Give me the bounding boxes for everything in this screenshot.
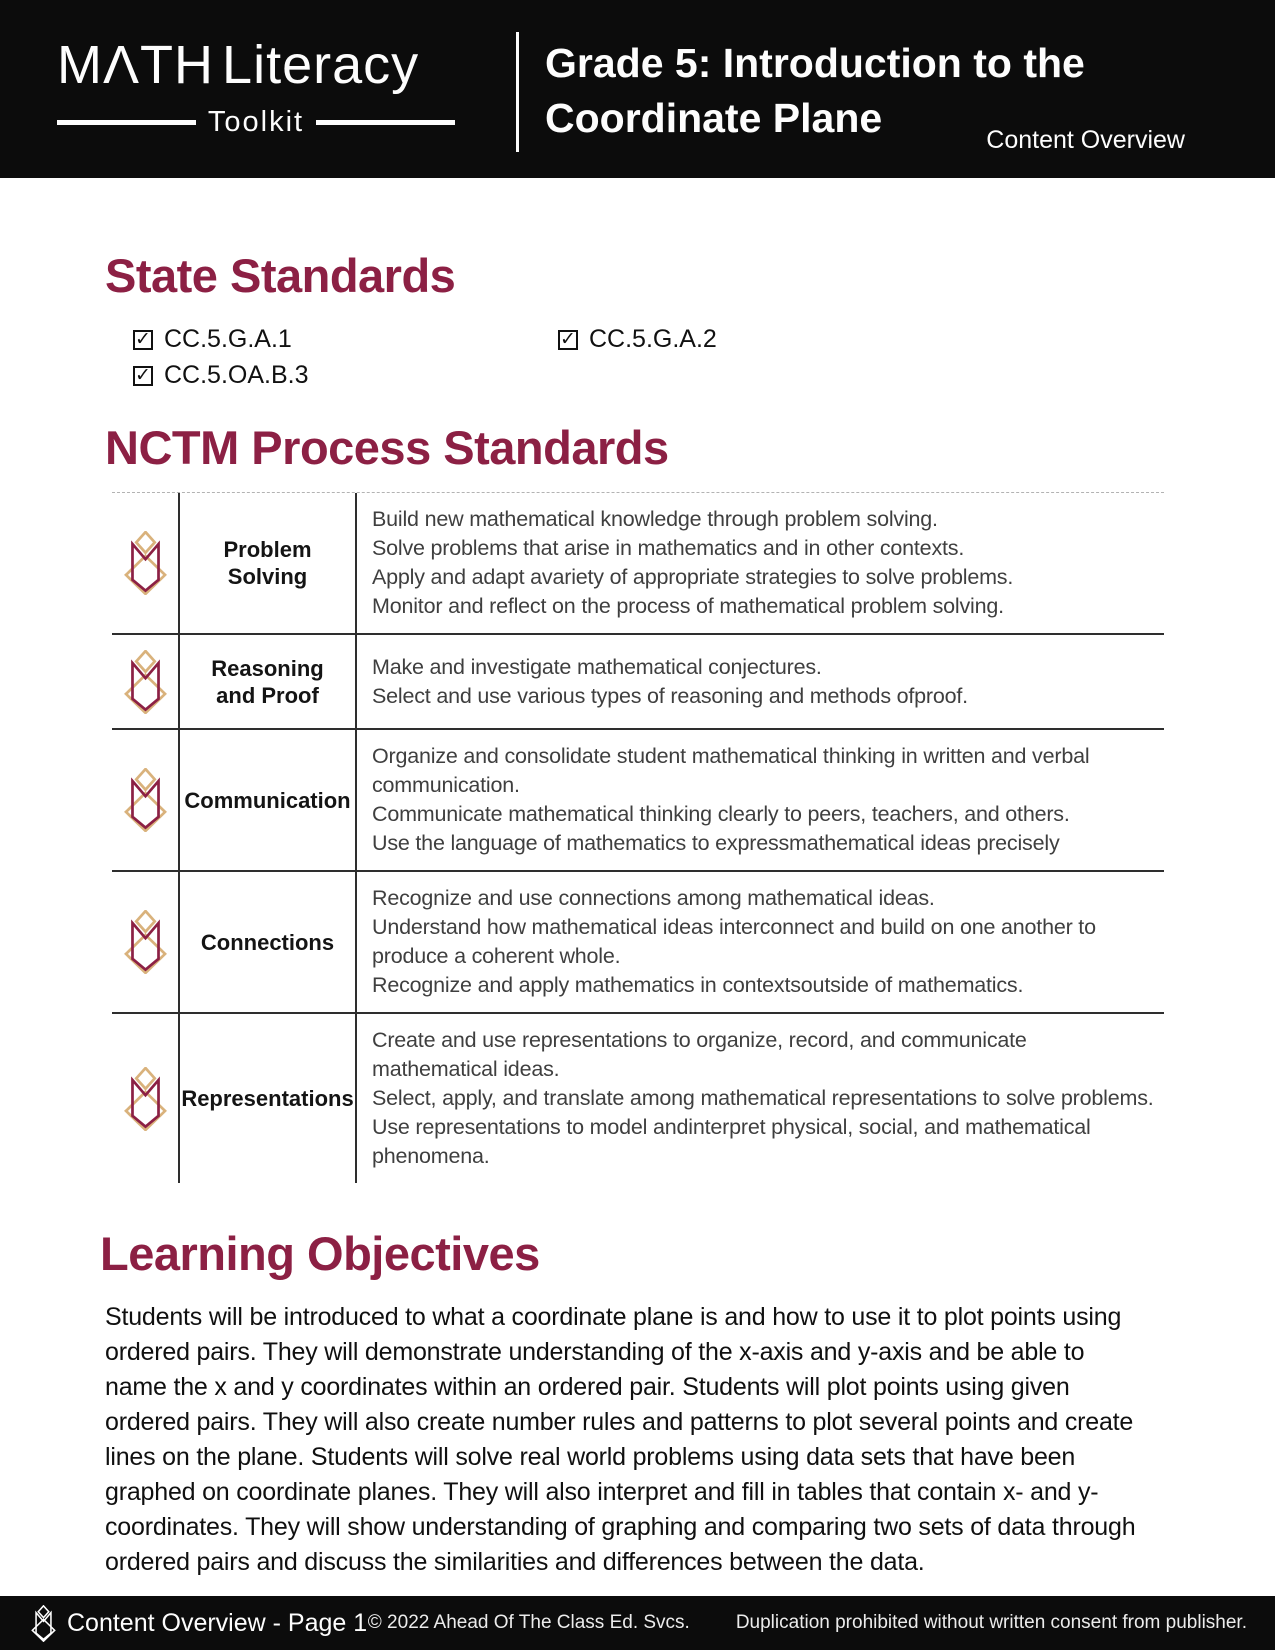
footer-right — [368, 1612, 1247, 1634]
m-diamond-logo-icon — [118, 910, 173, 974]
nctm-table — [112, 492, 1164, 1183]
row-icon-cell — [112, 635, 180, 728]
header-divider — [516, 32, 519, 152]
footer-page-label: Content Overview - Page 1 — [67, 1608, 368, 1637]
row-description — [357, 493, 1164, 633]
description-line: Monitor and reflect on the process of mathematical problem solving. — [372, 594, 1004, 618]
row-label: Problem Solving — [180, 493, 357, 633]
learning-objectives-heading: Learning Objectives — [100, 1227, 540, 1280]
logo-math-text: MΛTH — [57, 35, 215, 95]
m-diamond-logo-icon — [118, 768, 173, 832]
m-diamond-logo-icon — [118, 1067, 173, 1131]
row-label: Communication — [180, 730, 357, 870]
row-description — [357, 730, 1164, 870]
header-bar — [0, 0, 1275, 178]
row-description — [357, 1014, 1164, 1183]
row-description — [357, 635, 1164, 728]
footer-copyright: © 2022 Ahead Of The Class Ed. Svcs. — [367, 1612, 690, 1633]
row-icon-cell — [112, 872, 180, 1012]
row-label: Reasoning and Proof — [180, 635, 357, 728]
footer-notice: Duplication prohibited without written consent from publisher. — [735, 1612, 1247, 1633]
row-label: Connections — [180, 872, 357, 1012]
description-line: Build new mathematical knowledge through problem solving. — [372, 507, 938, 531]
standard-code: CC.5.G.A.1 — [164, 325, 292, 353]
logo-rule-right — [316, 120, 455, 125]
logo-rule-left — [57, 120, 196, 125]
standards-column-2 — [558, 325, 717, 354]
table-row — [112, 870, 1164, 1012]
table-row — [112, 728, 1164, 870]
description-line: Organize and consolidate student mathematical thinking in written and verbal communication. — [372, 744, 1090, 797]
description-line: Create and use representations to organize, record, and communicate mathematical ideas. — [372, 1028, 1027, 1081]
brand-logo — [57, 34, 455, 139]
checked-checkbox-icon: ✓ — [133, 366, 153, 386]
logo-toolkit-row — [57, 106, 455, 139]
table-row — [112, 1012, 1164, 1183]
m-diamond-logo-icon — [118, 531, 173, 595]
doc-type-label: Content Overview — [986, 126, 1185, 154]
description-line: Use representations to model andinterpret physical, social, and mathematical phenomena. — [372, 1115, 1091, 1168]
description-line: Make and investigate mathematical conjectures. — [372, 654, 822, 679]
logo-literacy-text: Literacy — [222, 35, 420, 95]
footer-bar — [0, 1596, 1275, 1650]
logo-wordmark — [57, 34, 455, 96]
learning-objectives-paragraph: Students will be introduced to what a coordinate plane is and how to use it to plot points using ordered pairs. They will demonstrate understanding of the x-axis and y-axis and be able to name the x and y coordinates within an ordered pair. Students will plot points using given ordered pairs. They will also create number rules and patterns to plot several points and create lines on the plane. Students will solve real world problems using data sets that have been graphed on coordinate planes. They will also interpret and fill in tables that contain x- and y- coordinates. They will show understanding of graphing and comparing two sets of data through ordered pairs and discuss the similarities and differences between the data. — [105, 1303, 1136, 1576]
row-description — [357, 872, 1164, 1012]
page-title-line2: Coordinate Plane — [545, 95, 883, 141]
description-line: Communicate mathematical thinking clearly to peers, teachers, and others. — [372, 802, 1070, 826]
row-icon-cell — [112, 493, 180, 633]
nctm-heading: NCTM Process Standards — [105, 421, 669, 474]
state-standards-heading: State Standards — [105, 249, 456, 302]
row-label: Representations — [180, 1014, 357, 1183]
standard-item — [558, 325, 717, 354]
footer-left — [28, 1605, 367, 1642]
checked-checkbox-icon: ✓ — [558, 330, 578, 350]
standard-item — [133, 325, 309, 354]
description-line: Recognize and apply mathematics in contextsoutside of mathematics. — [372, 973, 1024, 997]
logo-toolkit-text: Toolkit — [207, 106, 305, 138]
description-line: Recognize and use connections among mathematical ideas. — [372, 886, 935, 910]
description-line: Select and use various types of reasoning and methods ofproof. — [372, 683, 968, 708]
m-diamond-logo-icon — [118, 650, 173, 714]
description-line: Understand how mathematical ideas interconnect and build on one another to produce a coherent whole. — [372, 915, 1096, 968]
page-title-line1: Grade 5: Introduction to the — [545, 40, 1085, 86]
checked-checkbox-icon: ✓ — [133, 330, 153, 350]
row-icon-cell — [112, 1014, 180, 1183]
row-icon-cell — [112, 730, 180, 870]
table-row — [112, 633, 1164, 728]
standard-code: CC.5.OA.B.3 — [164, 361, 309, 389]
standards-column-1 — [133, 325, 309, 390]
standard-item — [133, 361, 309, 390]
description-line: Solve problems that arise in mathematics and in other contexts. — [372, 536, 965, 560]
description-line: Use the language of mathematics to expressmathematical ideas precisely — [372, 831, 1060, 855]
m-diamond-logo-icon — [28, 1605, 59, 1642]
table-row — [112, 493, 1164, 633]
description-line: Select, apply, and translate among mathematical representations to solve problems. — [372, 1086, 1154, 1110]
standard-code: CC.5.G.A.2 — [589, 325, 717, 353]
description-line: Apply and adapt avariety of appropriate strategies to solve problems. — [372, 565, 1014, 589]
